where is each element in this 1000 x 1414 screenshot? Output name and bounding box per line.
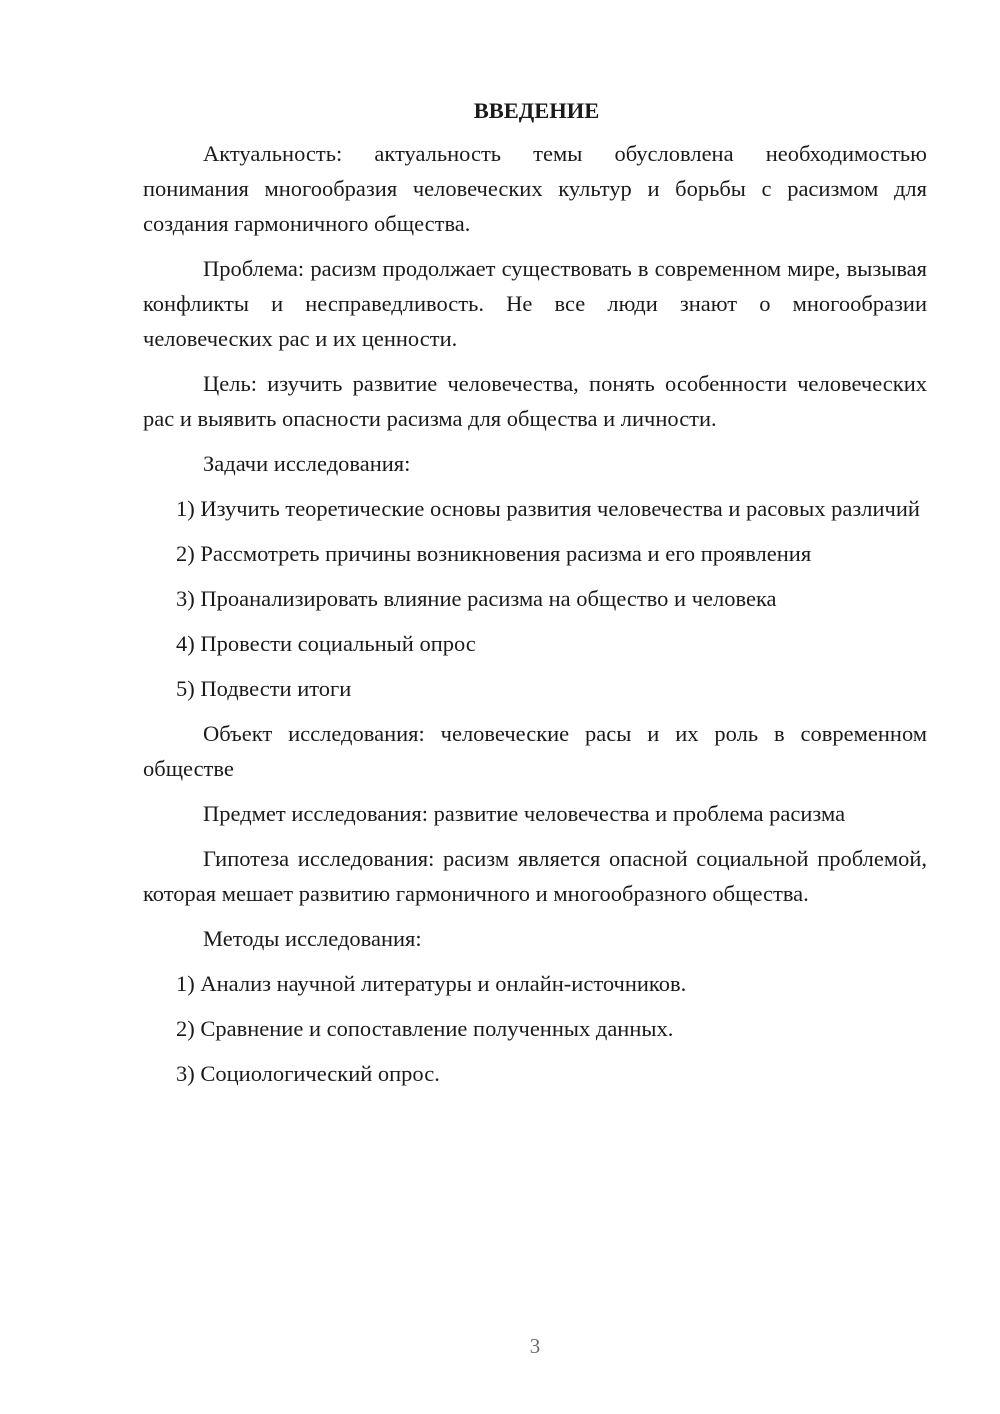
- page-title: ВВЕДЕНИЕ: [473, 98, 600, 123]
- subject-paragraph: Предмет исследования: развитие человечества и проблема расизма: [203, 801, 846, 826]
- list-item: 2) Рассмотреть причины возникновения расизма и его проявления: [176, 541, 812, 566]
- relevance-paragraph: Актуальность: актуальность темы обусловлена необходимостью понимания многообразия человеческих культур и борьбы с расизмом для создания гармоничного общества.: [143, 141, 927, 236]
- document-page: [143, 96, 927, 1101]
- list-item: 4) Провести социальный опрос: [176, 631, 476, 656]
- list-item: 1) Анализ научной литературы и онлайн-источников.: [176, 971, 687, 996]
- hypothesis-paragraph: Гипотеза исследования: расизм является опасной социальной проблемой, которая мешает развитию гармоничного и многообразного общества.: [143, 846, 927, 906]
- list-item: 3) Социологический опрос.: [176, 1061, 440, 1086]
- methods-heading: Методы исследования:: [203, 926, 422, 951]
- list-item: 1) Изучить теоретические основы развития человечества и расовых различий: [176, 496, 920, 521]
- tasks-heading: Задачи исследования:: [203, 451, 411, 476]
- list-item: 5) Подвести итоги: [176, 676, 352, 701]
- page-number: 3: [529, 1334, 541, 1358]
- list-item: 3) Проанализировать влияние расизма на общество и человека: [176, 586, 777, 611]
- problem-paragraph: Проблема: расизм продолжает существовать в современном мире, вызывая конфликты и несправедливость. Не все люди знают о многообразии человеческих рас и их ценности.: [143, 256, 927, 351]
- tasks-list: [143, 491, 927, 706]
- list-item: 2) Сравнение и сопоставление полученных данных.: [176, 1016, 674, 1041]
- goal-paragraph: Цель: изучить развитие человечества, понять особенности человеческих рас и выявить опасности расизма для общества и личности.: [143, 371, 927, 431]
- object-paragraph: Объект исследования: человеческие расы и их роль в современном обществе: [143, 721, 927, 781]
- methods-list: [143, 966, 927, 1091]
